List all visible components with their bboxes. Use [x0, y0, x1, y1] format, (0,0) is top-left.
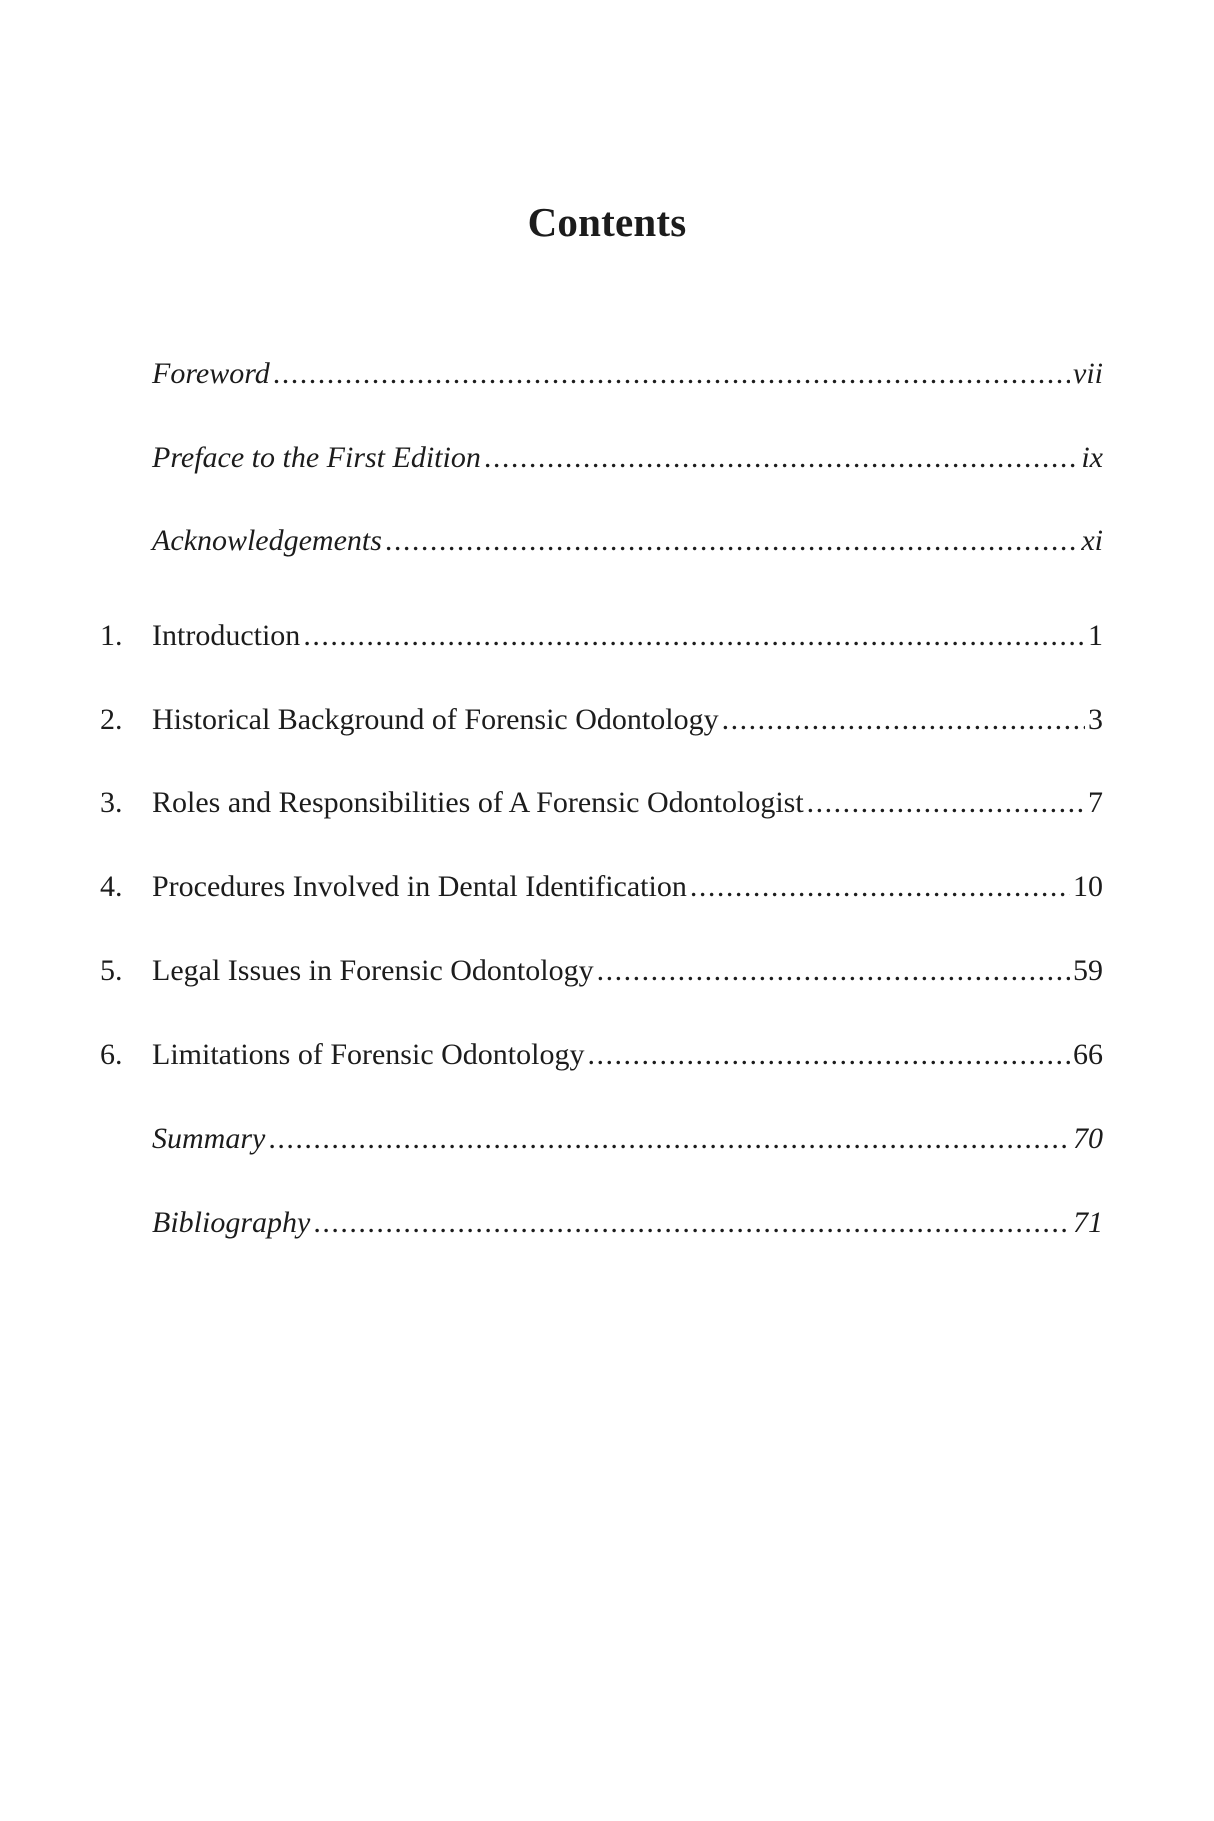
- toc-entry-page: 1: [1088, 619, 1103, 652]
- dot-leader: [722, 698, 1085, 742]
- toc-entry-page: 71: [1073, 1206, 1103, 1239]
- toc-entry-number: 2.: [100, 703, 123, 736]
- toc-entry-title: Bibliography: [152, 1206, 311, 1239]
- toc-entry-chapter-1[interactable]: [100, 614, 1103, 658]
- toc-entry-summary[interactable]: [100, 1117, 1103, 1161]
- toc-entry-page: 59: [1073, 954, 1103, 987]
- dot-leader: [273, 352, 1070, 396]
- toc-entry-number: 5.: [100, 954, 123, 987]
- toc-entry-page: xi: [1081, 524, 1103, 557]
- dot-leader: [313, 1201, 1070, 1245]
- dot-leader: [807, 781, 1085, 825]
- dot-leader: [587, 1033, 1070, 1077]
- toc-entry-number: 4.: [100, 870, 123, 903]
- toc-entry-title: Acknowledgements: [152, 524, 382, 557]
- toc-entry-chapter-6[interactable]: [100, 1033, 1103, 1077]
- page-title: Contents: [527, 199, 687, 245]
- toc-entry-page: vii: [1073, 357, 1103, 390]
- toc-entry-title: Summary: [152, 1122, 266, 1155]
- toc-entry-title: Limitations of Forensic Odontology: [152, 1038, 585, 1071]
- toc-entry-page: 3: [1088, 703, 1103, 736]
- toc-entry-title: Legal Issues in Forensic Odontology: [152, 954, 594, 987]
- dot-leader: [303, 614, 1085, 658]
- toc-entry-page: ix: [1081, 441, 1103, 474]
- toc-entry-chapter-3[interactable]: [100, 781, 1103, 825]
- toc-entry-bibliography[interactable]: [100, 1201, 1103, 1245]
- toc-entry-title: Introduction: [152, 619, 301, 652]
- toc-entry-chapter-4[interactable]: [100, 865, 1103, 909]
- toc-entry-foreword[interactable]: [100, 352, 1103, 396]
- toc-entry-page: 10: [1073, 870, 1103, 903]
- toc-entry-preface[interactable]: [100, 436, 1103, 480]
- dot-leader: [597, 949, 1070, 993]
- toc-entry-chapter-5[interactable]: [100, 949, 1103, 993]
- toc-entry-page: 70: [1073, 1122, 1103, 1155]
- dot-leader: [690, 865, 1070, 909]
- toc-entry-acknowledgements[interactable]: [100, 519, 1103, 563]
- toc-entry-title: Preface to the First Edition: [152, 441, 481, 474]
- toc-entry-number: 3.: [100, 786, 123, 819]
- toc-entry-title: Procedures Involved in Dental Identification: [152, 870, 687, 903]
- dot-leader: [268, 1117, 1070, 1161]
- toc-entry-number: 6.: [100, 1038, 123, 1071]
- toc-entry-title: Foreword: [152, 357, 270, 390]
- dot-leader: [484, 436, 1079, 480]
- toc-entry-number: 1.: [100, 619, 123, 652]
- toc-entry-page: 66: [1073, 1038, 1103, 1071]
- toc-entry-title: Roles and Responsibilities of A Forensic Odontologist: [152, 786, 804, 819]
- toc-entry-title: Historical Background of Forensic Odontology: [152, 703, 719, 736]
- toc-entry-page: 7: [1088, 786, 1103, 819]
- toc-entry-chapter-2[interactable]: [100, 698, 1103, 742]
- dot-leader: [385, 519, 1078, 563]
